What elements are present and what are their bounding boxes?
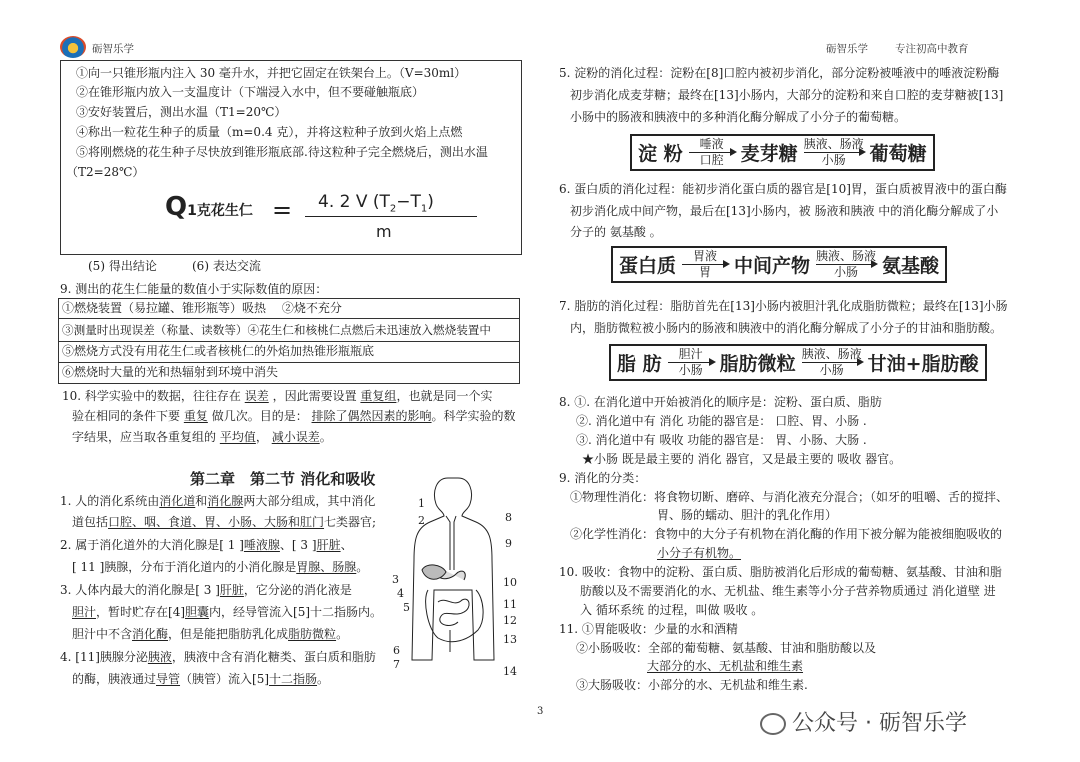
page-number: 3 <box>537 706 544 717</box>
step-2: ②在锥形瓶内放入一支温度计（下端浸入水中，但不要碰触瓶底） <box>76 85 425 99</box>
r9-line-5: 小分子有机物。 <box>657 546 742 560</box>
item-3-line-3: 胆汁中不含消化酶，但是能把脂肪乳化成脂肪微粒。 <box>72 627 349 641</box>
r11-line-1: 11. ①胃能吸收：少量的水和酒精 <box>559 622 738 636</box>
r8-line-4: ★小肠 既是最主要的 消化 器官，又是最主要的 吸收 器官。 <box>582 452 902 466</box>
r11-line-4: ③大肠吸收：小部分的水、无机盐和维生素. <box>576 678 808 692</box>
r10-line-3: 入 循环系统 的过程，叫做 吸收 。 <box>580 603 764 617</box>
header-left-brand: 砺智乐学 <box>92 43 134 55</box>
item-4-line-2: 的酶，胰液通过导管（胰管）流入[5]十二指肠。 <box>72 672 330 686</box>
diagram-label-11: 11 <box>503 598 517 611</box>
diagram-label-10: 10 <box>503 576 517 589</box>
flow-fat: 脂 肪 胆汁 小肠 脂肪微粒 胰液、肠液 小肠 甘油+脂肪酸 <box>609 344 987 381</box>
item-3-line-2: 胆汁，暂时贮存在[4]胆囊内，经导管流入[5]十二指肠内。 <box>72 605 383 619</box>
flow-starch: 淀 粉 唾液 口腔 麦芽糖 胰液、肠液 小肠 葡萄糖 <box>630 134 935 171</box>
flow-starch-arrow-1: 唾液 口腔 <box>689 138 735 167</box>
r5-line-1: 5. 淀粉的消化过程：淀粉在[8]口腔内被初步消化，部分淀粉被唾液中的唾液淀粉酶 <box>559 66 1000 80</box>
flow-fat-arrow-1: 胆汁 小肠 <box>668 348 714 377</box>
r11-line-2: ②小肠吸收：全部的葡萄糖、氨基酸、甘油和脂肪酸以及 <box>576 641 877 655</box>
fraction-bar <box>305 216 477 217</box>
r5-line-3: 小肠中的肠液和胰液中的多种消化酶分解成了小分子的葡萄糖。 <box>570 110 907 124</box>
q9-item-2: ③测量时出现误差（称量、读数等）④花生仁和核桃仁点燃后未迅速放入燃烧装置中 <box>62 323 491 337</box>
header-slogan: 专注初高中教育 <box>895 43 969 55</box>
formula-denominator: m <box>376 222 392 241</box>
r9-line-2: ①物理性消化：将食物切断、磨碎、与消化液充分混合；（如牙的咀嚼、舌的搅拌、 <box>570 490 1009 504</box>
diagram-label-1: 1 <box>418 497 425 510</box>
header-right-brand: 砺智乐学 <box>826 43 868 55</box>
diagram-label-9: 9 <box>505 537 512 550</box>
step-exchange: (6) 表达交流 <box>192 259 261 273</box>
flow-starch-arrow-2: 胰液、肠液 小肠 <box>803 137 864 167</box>
r9-line-4: ②化学性消化：食物中的大分子有机物在消化酶的作用下被分解为能被细胞吸收的 <box>570 527 1003 541</box>
q9-item-1: ①燃烧装置（易拉罐、锥形瓶等）吸热 ②烧不充分 <box>62 301 342 315</box>
diagram-label-14: 14 <box>503 665 517 678</box>
q9-divider <box>59 318 519 319</box>
r10-line-1: 10. 吸收：食物中的淀粉、蛋白质、脂肪被消化后形成的葡萄糖、氨基酸、甘油和脂 <box>559 565 1002 579</box>
diagram-label-7: 7 <box>393 658 400 671</box>
flow-fat-arrow-2: 胰液、肠液 小肠 <box>801 347 862 377</box>
formula-lhs: Q1克花生仁 <box>165 192 253 222</box>
r7-line-1: 7. 脂肪的消化过程：脂肪首先在[13]小肠内被胆汁乳化成脂肪微粒；最终在[13]小肠 <box>559 299 1008 313</box>
flow-protein: 蛋白质 胃液 胃 中间产物 胰液、肠液 小肠 氨基酸 <box>611 246 947 283</box>
diagram-label-2: 2 <box>418 514 425 527</box>
step-3: ③安好装置后，测出水温（T1=20℃） <box>76 105 287 119</box>
r11-line-3: 大部分的水、无机盐和维生素 <box>647 659 804 673</box>
wechat-watermark: 公众号 · 砺智乐学 <box>760 706 967 737</box>
wechat-icon <box>760 713 786 735</box>
item-2-line-1: 2. 属于消化道外的大消化腺是[ 1 ]唾液腺、[ 3 ]肝脏、 <box>60 538 353 552</box>
r5-line-2: 初步消化成麦芽糖；最终在[13]小肠内，大部分的淀粉和来自口腔的麦芽糖被[13] <box>570 88 1004 102</box>
q9-title: 9. 测出的花生仁能量的数值小于实际数值的原因： <box>60 282 328 296</box>
step-1: ①向一只锥形瓶内注入 30 毫升水，并把它固定在铁架台上。（V=30ml） <box>76 66 467 80</box>
item-1-line-2: 道包括口腔、咽、食道、胃、小肠、大肠和肛门七类器官; <box>72 515 377 529</box>
item-1-line-1: 1. 人的消化系统由消化道和消化腺两大部分组成，其中消化 <box>60 494 376 508</box>
r8-line-2: ②. 消化道中有 消化 功能的器官是： 口腔、胃、小肠 . <box>576 414 867 428</box>
step-conclusion: (5) 得出结论 <box>88 259 157 273</box>
diagram-label-6: 6 <box>393 644 400 657</box>
r6-line-1: 6. 蛋白质的消化过程：能初步消化蛋白质的器官是[10]胃，蛋白质被胃液中的蛋白酶 <box>559 182 1007 196</box>
item-2-line-2: [ 11 ]胰腺，分布于消化道内的小消化腺是胃腺、肠腺。 <box>72 560 369 574</box>
item-3-line-1: 3. 人体内最大的消化腺是[ 3 ]肝脏，它分泌的消化液是 <box>60 583 352 597</box>
diagram-label-5: 5 <box>403 601 410 614</box>
r6-line-2: 初步消化成中间产物，最后在[13]小肠内，被 肠液和胰液 中的消化酶分解成了小 <box>570 204 999 218</box>
flow-protein-arrow-2: 胰液、肠液 小肠 <box>816 249 877 279</box>
q9-item-4: ⑥燃烧时大量的光和热辐射到环境中消失 <box>62 365 279 379</box>
flow-protein-arrow-1: 胃液 胃 <box>682 250 728 279</box>
r10-line-2: 肪酸以及不需要消化的水、无机盐、维生素等小分子营养物质通过 消化道壁 进 <box>580 584 996 598</box>
chapter-title: 第二章 第二节 消化和吸收 <box>190 470 376 488</box>
r6-line-3: 分子的 氨基酸 。 <box>570 225 662 239</box>
r9-line-1: 9. 消化的分类： <box>559 471 647 485</box>
step-5: ⑤将刚燃烧的花生种子尽快放到锥形瓶底部.待这粒种子完全燃烧后，测出水温 <box>76 145 488 159</box>
diagram-label-13: 13 <box>503 633 517 646</box>
diagram-label-8: 8 <box>505 511 512 524</box>
q10-line-2: 验在相同的条件下要 重复 做几次。目的是： 排除了偶然因素的影响。科学实验的数 <box>72 409 516 423</box>
step-5-cont: （T2=28℃） <box>66 165 145 179</box>
diagram-label-4: 4 <box>397 587 404 600</box>
formula-eq: = <box>272 196 293 224</box>
diagram-label-12: 12 <box>503 614 517 627</box>
r7-line-2: 内，脂肪微粒被小肠内的肠液和胰液中的消化酶分解成了小分子的甘油和脂肪酸。 <box>570 321 1003 335</box>
r8-line-1: 8. ①. 在消化道中开始被消化的顺序是：淀粉、蛋白质、脂肪 <box>559 395 882 409</box>
brand-logo <box>60 36 86 58</box>
step-4: ④称出一粒花生种子的质量（m=0.4 克），并将这粒种子放到火焰上点燃 <box>76 125 463 139</box>
formula-numerator: 4. 2 V $(T_2-T_1)$ <box>318 192 434 215</box>
r9-line-3: 胃、肠的蠕动、胆汁的乳化作用） <box>657 508 838 522</box>
item-4-line-1: 4. [11]胰腺分泌胰液，胰液中含有消化糖类、蛋白质和脂肪 <box>60 650 376 664</box>
q10-line-3: 字结果，应当取各重复组的 平均值， 减小误差。 <box>72 430 332 444</box>
q9-item-3: ⑤燃烧方式没有用花生仁或者核桃仁的外焰加热锥形瓶瓶底 <box>62 344 375 358</box>
diagram-label-3: 3 <box>392 573 399 586</box>
r8-line-3: ③. 消化道中有 吸收 功能的器官是： 胃、小肠、大肠 . <box>576 433 867 447</box>
q10-line-1: 10. 科学实验中的数据，往往存在 误差 ，因此需要设置 重复组，也就是同一个实 <box>62 389 493 403</box>
